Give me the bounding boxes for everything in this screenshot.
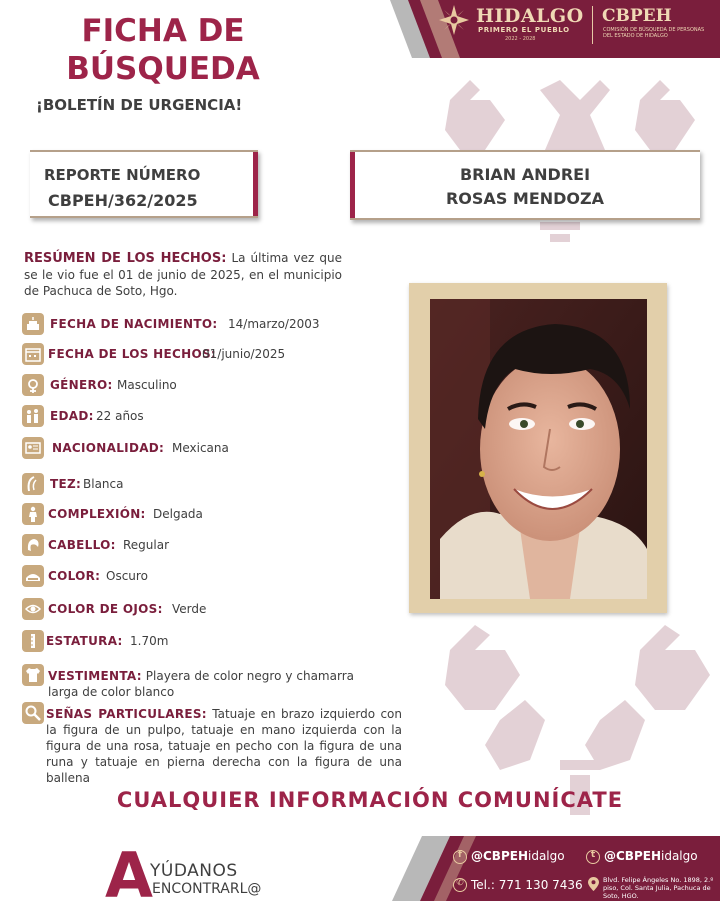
name-card [350, 150, 700, 220]
calendar-icon [22, 343, 44, 365]
brand-name: HIDALGO [476, 5, 584, 27]
title-line-2: BÚSQUEDA [66, 51, 260, 87]
org-short-name: CBPEH [602, 6, 672, 26]
name-line-1: BRIAN ANDREI [459, 165, 591, 184]
detail-label: FECHA DE NACIMIENTO: [50, 317, 218, 331]
page-title [48, 12, 278, 88]
detail-value: Regular [123, 538, 170, 552]
age-icon [22, 405, 44, 427]
eye-icon [22, 598, 44, 620]
marks-label: SEÑAS PARTICULARES: [46, 707, 207, 721]
twitter-handle-rest: idalgo [661, 849, 698, 863]
location-pin-icon [588, 877, 599, 891]
detail-label: FECHA DE LOS HECHOS: [48, 347, 217, 361]
report-card [30, 150, 258, 218]
cake-icon [22, 313, 44, 335]
phone-label: Tel.: [471, 878, 495, 892]
face-icon [22, 473, 44, 495]
detail-label: ESTATURA: [46, 634, 123, 648]
hidalgo-logo-icon [438, 4, 470, 36]
shirt-icon [22, 664, 44, 686]
body-icon [22, 503, 44, 525]
detail-label: GÉNERO: [50, 378, 113, 392]
hair-icon [22, 534, 44, 556]
clothing-text: Playera de color negro y chamarra larga de color blanco [48, 669, 354, 699]
detail-label: COMPLEXIÓN: [48, 507, 146, 521]
phone-value: 771 130 7436 [498, 878, 583, 892]
phone-icon: ✆ [453, 878, 467, 892]
detail-value: 1.70m [130, 634, 169, 648]
detail-value: Blanca [83, 477, 124, 491]
detail-value: 22 años [96, 409, 144, 423]
office-address: Blvd. Felipe Ángeles No. 1898, 2.º piso, Col. Santa Julia, Pachuca de Soto, HGO. [603, 876, 714, 900]
magnifier-icon [22, 702, 44, 724]
detail-value: 14/marzo/2003 [228, 317, 320, 331]
detail-value: 01/junio/2025 [202, 347, 286, 361]
brand-tagline: PRIMERO EL PUEBLO [478, 26, 570, 34]
org-long-name: COMISIÓN DE BÚSQUEDA DE PERSONAS DEL ESTADO DE HIDALGO [603, 27, 705, 39]
person-photo [430, 299, 647, 599]
summary-text: La última vez que se le vio fue el 01 de junio de 2025, en el municipio de Pachuca de Soto, Hgo. [24, 251, 342, 298]
clothing-label: VESTIMENTA: [48, 669, 142, 683]
help-text-line2: ENCONTRARL@ [152, 881, 262, 897]
card-accent-bar [253, 152, 258, 216]
phone-number[interactable] [471, 878, 583, 892]
detail-value: Masculino [117, 378, 177, 392]
report-label: REPORTE NÚMERO [44, 166, 201, 184]
facebook-icon[interactable]: f [453, 850, 467, 864]
detail-value: Oscuro [106, 569, 148, 583]
detail-label: COLOR: [48, 569, 101, 583]
facebook-handle[interactable] [471, 849, 565, 863]
person-name [360, 163, 690, 211]
brand-divider [592, 6, 593, 44]
detail-label: TEZ: [50, 477, 82, 491]
urgency-subtitle: ¡BOLETÍN DE URGENCIA! [36, 96, 243, 114]
detail-value: Mexicana [172, 441, 229, 455]
clothing-description [48, 668, 354, 700]
facebook-handle-bold: @CBPEH [471, 849, 528, 863]
twitter-handle[interactable] [604, 849, 698, 863]
name-line-2: ROSAS MENDOZA [445, 189, 605, 208]
summary-paragraph [24, 250, 342, 299]
detail-value: Delgada [153, 507, 203, 521]
title-line-1: FICHA DE [81, 13, 245, 49]
summary-label: RESÚMEN DE LOS HECHOS: [24, 251, 227, 266]
id-card-icon [22, 437, 44, 459]
detail-label: CABELLO: [48, 538, 116, 552]
facebook-handle-rest: idalgo [528, 849, 565, 863]
help-text-line1: YÚDANOS [150, 861, 238, 881]
contact-cta: CUALQUIER INFORMACIÓN COMUNÍCATE [116, 788, 624, 812]
hair-color-icon [22, 565, 44, 587]
brand-years: 2022 - 2028 [505, 36, 536, 42]
detail-label: COLOR DE OJOS: [48, 602, 163, 616]
detail-value: Verde [172, 602, 207, 616]
marks-text: Tatuaje en brazo izquierdo con la figura de un pulpo, tatuaje en mano izquierda con la figura de una rosa, tatuaje en pecho con la figura de una runa y tatuaje en pierna derecha con la figura de una ballena [46, 707, 402, 785]
twitter-icon[interactable]: t [586, 850, 600, 864]
marks-description [46, 706, 402, 786]
twitter-handle-bold: @CBPEH [604, 849, 661, 863]
help-logo-letter: A [105, 839, 153, 901]
gender-icon [22, 374, 44, 396]
report-number: CBPEH/362/2025 [48, 191, 198, 210]
detail-label: EDAD: [50, 409, 94, 423]
card-accent-bar [350, 152, 355, 218]
height-icon [22, 630, 44, 652]
detail-label: NACIONALIDAD: [52, 441, 165, 455]
